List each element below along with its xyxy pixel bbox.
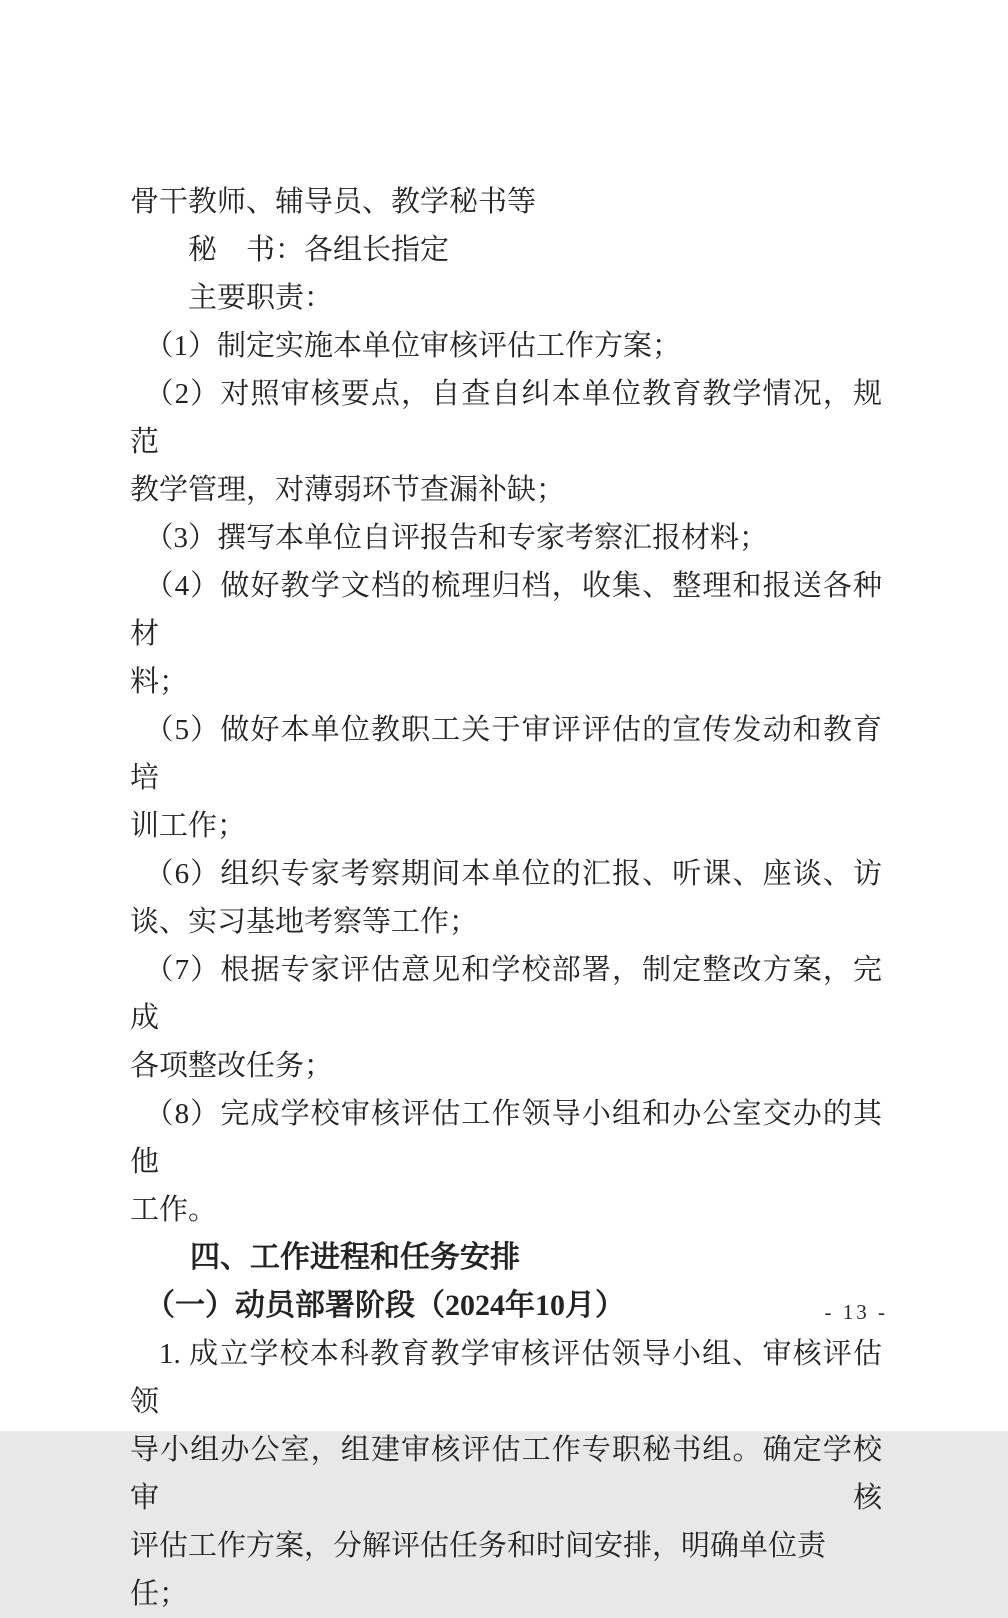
text-line: （1）制定实施本单位审核评估工作方案； — [144, 330, 682, 362]
text-line: 谈、实习基地考察等工作； — [130, 906, 479, 938]
subsection-heading: （一）动员部署阶段（2024年10月） — [145, 1289, 625, 1322]
text-line: 导小组办公室，组建审核评估工作专职秘书组。确定学校审核 — [130, 1434, 882, 1514]
text-line: （2）对照审核要点，自查自纠本单位教育教学情况，规范 — [130, 378, 882, 458]
text-line: 1. 成立学校本科教育教学审核评估领导小组、审核评估领 — [130, 1338, 882, 1418]
text-line: 评估工作方案，分解评估任务和时间安排，明确单位责任； — [130, 1530, 827, 1610]
text-line: 工作。 — [130, 1194, 218, 1226]
text-block — [130, 178, 882, 1618]
text-line: （8）完成学校审核评估工作领导小组和办公室交办的其他 — [130, 1098, 882, 1178]
text-line: （5）做好本单位教职工关于审评评估的宣传发动和教育培 — [130, 714, 882, 794]
section-heading: 四、工作进程和任务安排 — [190, 1241, 520, 1274]
text-line: （6）组织专家考察期间本单位的汇报、听课、座谈、访 — [144, 858, 882, 890]
text-line: 训工作； — [130, 810, 247, 842]
text-line: （3）撰写本单位自评报告和专家考察汇报材料； — [144, 522, 769, 554]
text-line: 主要职责： — [188, 282, 334, 314]
text-line: （4）做好教学文档的梳理归档，收集、整理和报送各种材 — [130, 570, 882, 650]
text-line: 各项整改任务； — [130, 1050, 334, 1082]
text-line: 料； — [130, 666, 189, 698]
text-line: 教学管理，对薄弱环节查漏补缺； — [130, 474, 566, 506]
text-line: 秘 书：各组长指定 — [188, 234, 450, 266]
page-number: - 13 - — [824, 1300, 888, 1324]
text-line: （7）根据专家评估意见和学校部署，制定整改方案，完成 — [130, 954, 882, 1034]
text-line: 骨干教师、辅导员、教学秘书等 — [130, 186, 537, 218]
